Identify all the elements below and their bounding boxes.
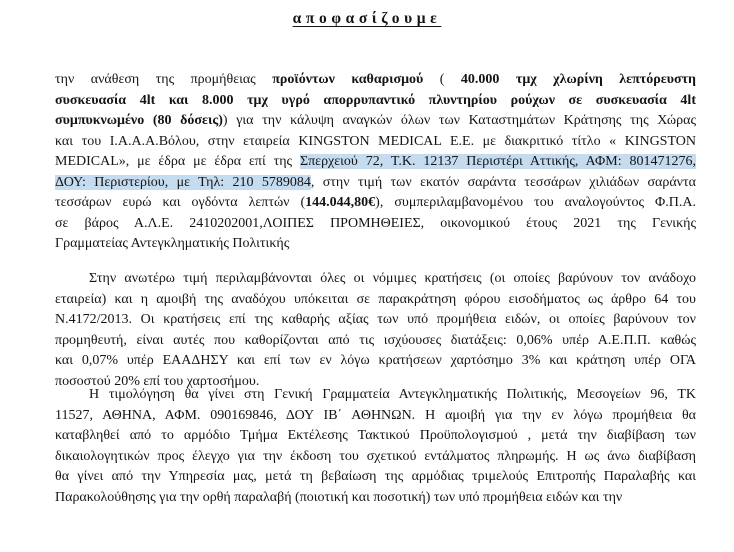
- text-run: Παρακολούθησης για την ορθή παραλαβή (ποιοτική και ποσοτική) των υπό προμήθεια ειδών και την: [55, 489, 623, 505]
- text-line: [55, 110, 696, 132]
- text-run: δικαιολογητικών προς έλεγχο για την έκδοση του σχετικού εντάλματος πληρωμής. Η ως άνω διαβίβαση: [55, 448, 696, 464]
- text-line: [55, 466, 696, 488]
- text-line: [55, 268, 696, 290]
- text-run: τεσσάρων ευρώ και ογδόντα λεπτών (: [55, 195, 306, 210]
- text-run: καταβληθεί από το αρμόδιο Τμήμα Εκτέλεσης Τακτικού Προϋπολογισμού , μετά την διαβίβαση των: [55, 428, 696, 443]
- text-run: , στην τιμή των εκατόν σαράντα τεσσάρων χιλιάδων σαράντα: [310, 174, 696, 190]
- text-run: Στην ανωτέρω τιμή περιλαμβάνονται όλες οι νόμιμες κρατήσεις (οι οποίες βαρύνουν τον ανάδοχο: [89, 271, 696, 286]
- text-line: [55, 90, 696, 112]
- text-run: ) για την κάλυψη αναγκών όλων των Καταστημάτων Κράτησης της Χώρας: [222, 113, 696, 128]
- text-run: προμηθευτή, είναι αυτές που καθορίζονται από τις ισχύουσες διατάξεις: 0,06% υπέρ Α.Ε.Π.Π. καθώς: [55, 332, 696, 348]
- text-line: [55, 330, 696, 352]
- bold-text: συμπυκνωμένο (80 δόσεις): [55, 113, 223, 128]
- text-run: ποσοστού 20% επί του χαρτοσήμου.: [55, 373, 260, 389]
- text-run: και 0,07% υπέρ ΕΑΑΔΗΣΥ και επί των εν λόγω κρατήσεων χαρτόσημο 3% και κράτηση υπέρ ΟΓΑ: [55, 353, 696, 368]
- text-run: Γραμματείας Αντεγκληματικής Πολιτικής: [55, 236, 290, 251]
- text-line: [55, 384, 696, 406]
- text-run: εταιρεία) και η αμοιβή της αναδόχου υπόκειται σε παρακράτηση φόρου εισοδήματος ως άρθρο 64 του: [55, 291, 696, 307]
- text-run: 11527, ΑΘΗΝΑ, ΑΦΜ. 090169846, ΔΟΥ ΙΒ΄ ΑΘΗΝΩΝ. Η αμοιβή για την εν λόγω προμήθεια θα: [55, 407, 696, 423]
- text-run: Ν.4172/2013. Οι κρατήσεις επί της καθαρής αξίας των υπό προμήθεια ειδών, οι οποίες βαρύνουν τον: [55, 312, 696, 327]
- text-line: [55, 69, 696, 91]
- bold-text: 144.044,80€: [305, 195, 376, 210]
- text-line: [55, 131, 696, 153]
- text-run: (: [423, 72, 461, 87]
- text-run: θα γίνει από την Υπηρεσία μας, μετά τη βεβαίωση της αρμόδιας τριμελούς Επιτροπής Παραλαβής και: [55, 469, 696, 484]
- text-run: την ανάθεση της προμήθειας: [55, 72, 273, 87]
- text-line: [55, 350, 696, 372]
- bold-text: συσκευασία 4lt και 8.000 τμχ υγρό απορρυπαντικό πλυντηρίου ρούχων σε συσκευασία 4lt: [55, 92, 696, 108]
- text-run: και του Ι.Α.Α.Α.Βόλου, στην εταιρεία KINGSTON MEDICAL Ε.Ε. με διακριτικό τίτλο « KINGSTON: [55, 133, 696, 149]
- highlighted-text: ΔΟΥ: Περιστερίου, με Τηλ: 210 5789084: [55, 174, 311, 190]
- bold-text: 40.000 τμχ χλωρίνη λεπτόρευστη: [460, 72, 697, 87]
- text-line: [55, 192, 696, 214]
- text-line: [55, 172, 696, 194]
- text-line: [55, 289, 696, 311]
- text-run: ), συμπεριλαμβανομένου του αναλογούντος Φ.Π.Α.: [375, 195, 697, 210]
- text-line: [55, 487, 696, 509]
- text-line: [55, 446, 696, 468]
- page-heading: αποφασίζουμε: [292, 10, 442, 27]
- text-line: [55, 309, 696, 331]
- highlighted-text: Σπερχειού 72, Τ.Κ. 12137 Περιστέρι Αττικής, ΑΦΜ: 801471276,: [299, 154, 696, 169]
- text-line: [55, 425, 696, 447]
- text-line: [55, 213, 696, 235]
- text-run: σε βάρος Α.Λ.Ε. 2410202001,ΛΟΙΠΕΣ ΠΡΟΜΗΘΕΙΕΣ, οικονομικού έτους 2021 της Γενικής: [55, 215, 696, 231]
- text-run: MEDICAL», με έδρα με έδρα επί της: [55, 154, 300, 169]
- text-run: Η τιμολόγηση θα γίνει στη Γενική Γραμματεία Αντεγκληματικής Πολιτικής, Μεσογείων 96, ΤΚ: [89, 387, 696, 402]
- text-line: [55, 151, 696, 173]
- text-line: [55, 233, 696, 255]
- text-line: [55, 405, 696, 427]
- bold-text: προϊόντων καθαρισμού: [272, 72, 424, 87]
